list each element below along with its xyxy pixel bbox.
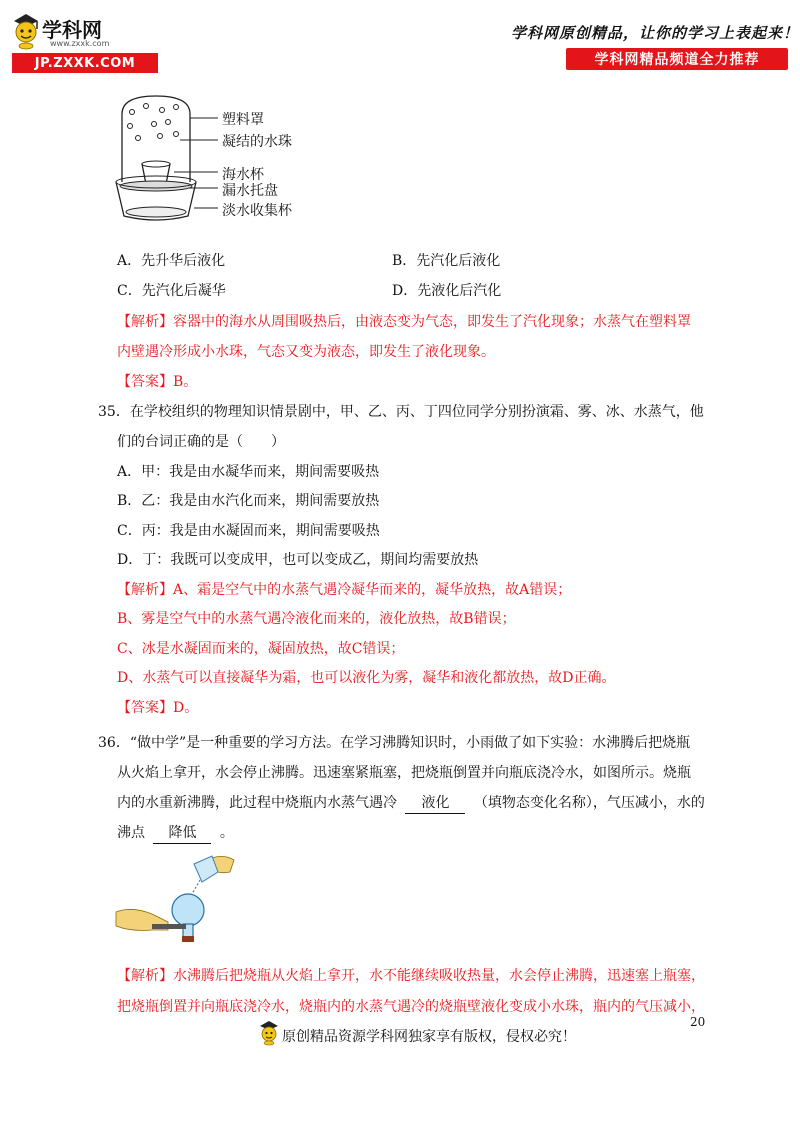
q36-blank-2: 降低 <box>153 823 211 844</box>
site-badge[interactable]: JP.ZXXK.COM <box>12 53 158 73</box>
figure-inverted-flask <box>112 850 242 950</box>
page-number: 20 <box>690 1015 706 1029</box>
q34-option-d: D．先液化后汽化 <box>392 283 502 299</box>
q36-stem-line-1: 36．“做中学”是一种重要的学习方法。在学习沸腾知识时，小雨做了如下实验：水沸腾后把烧瓶 <box>98 735 691 751</box>
q36-stem-line-3-post: （填物态变化名称），气压减小，水的 <box>473 795 705 811</box>
label-drain-tray: 漏水托盘 <box>222 183 278 199</box>
logo-name: 学科网 <box>42 18 102 42</box>
q36-analysis-line-1: 【解析】水沸腾后把烧瓶从火焰上拿开，水不能继续吸收热量，水会停止沸腾，迅速塞上瓶塞， <box>117 968 705 984</box>
q36-stem-line-4 <box>117 823 234 844</box>
q36-stem-line-4-pre: 沸点 <box>117 825 145 841</box>
label-condensed-drops: 凝结的水珠 <box>222 134 292 150</box>
q36-stem-line-3-pre: 内的水重新沸腾，此过程中烧瓶内水蒸气遇冷 <box>117 795 397 811</box>
q35-option-b: B．乙：我是由水汽化而来，期间需要放热 <box>117 493 380 509</box>
label-seawater-cup: 海水杯 <box>222 167 264 183</box>
q35-option-a: A．甲：我是由水凝华而来，期间需要吸热 <box>117 464 380 480</box>
q35-analysis-line-1: 【解析】A、霜是空气中的水蒸气遇冷凝华而来的，凝华放热，故A错误； <box>117 582 572 598</box>
q35-stem-line-2: 们的台词正确的是（ ） <box>117 434 285 450</box>
footer-mascot-icon <box>258 1020 280 1046</box>
q35-analysis-line-2: B、雾是空气中的水蒸气遇冷液化而来的，液化放热，故B错误； <box>117 611 516 627</box>
q34-answer: 【答案】B。 <box>117 374 198 390</box>
q35-analysis-line-4: D、水蒸气可以直接凝华为霜，也可以液化为雾，凝华和液化都放热，故D正确。 <box>117 670 616 686</box>
q35-analysis-line-3: C、冰是水凝固而来的，凝固放热，故C错误； <box>117 641 405 657</box>
header-slogan: 学科网原创精品，让你的学习上表起来！ <box>511 24 800 42</box>
q35-answer: 【答案】D。 <box>117 700 199 716</box>
q36-analysis-line-2: 把烧瓶倒置并向瓶底浇冷水，烧瓶内的水蒸气遇冷的烧瓶壁液化变成小水珠，瓶内的气压减小， <box>117 999 705 1015</box>
header-banner[interactable]: 学科网精品频道全力推荐 <box>566 48 788 70</box>
q34-option-a: A．先升华后液化 <box>117 253 226 269</box>
q34-option-b: B．先汽化后液化 <box>392 253 501 269</box>
q34-option-c: C．先汽化后凝华 <box>117 283 226 299</box>
q35-option-d: D．丁：我既可以变成甲，也可以变成乙，期间均需要放热 <box>117 552 479 568</box>
label-pointers <box>170 92 230 227</box>
q35-option-c: C．丙：我是由水凝固而来，期间需要吸热 <box>117 523 380 539</box>
q34-analysis-line-1: 【解析】容器中的海水从周围吸热后，由液态变为气态，即发生了汽化现象；水蒸气在塑料罩 <box>117 314 691 330</box>
footer-copyright: 原创精品资源学科网独家享有版权，侵权必究！ <box>282 1029 576 1045</box>
label-fresh-water-cup: 淡水收集杯 <box>222 203 292 219</box>
q35-stem-line-1: 35．在学校组织的物理知识情景剧中，甲、乙、丙、丁四位同学分别扮演霜、雾、冰、水蒸气，他 <box>98 404 704 420</box>
q36-blank-1: 液化 <box>405 793 465 814</box>
q36-stem-line-2: 从火焰上拿开，水会停止沸腾。迅速塞紧瓶塞，把烧瓶倒置并向瓶底浇冷水，如图所示。烧瓶 <box>117 765 691 781</box>
q34-analysis-line-2: 内壁遇冷形成小水珠，气态又变为液态，即发生了液化现象。 <box>117 344 495 360</box>
label-plastic-cover: 塑料罩 <box>222 112 264 128</box>
q36-stem-line-3 <box>117 793 705 814</box>
mascot-logo-icon <box>10 12 42 50</box>
header <box>0 0 800 80</box>
logo-url-small: www.zxxk.com <box>50 39 110 48</box>
q36-stem-line-4-post: 。 <box>219 825 234 841</box>
figure-desalination <box>110 92 310 232</box>
